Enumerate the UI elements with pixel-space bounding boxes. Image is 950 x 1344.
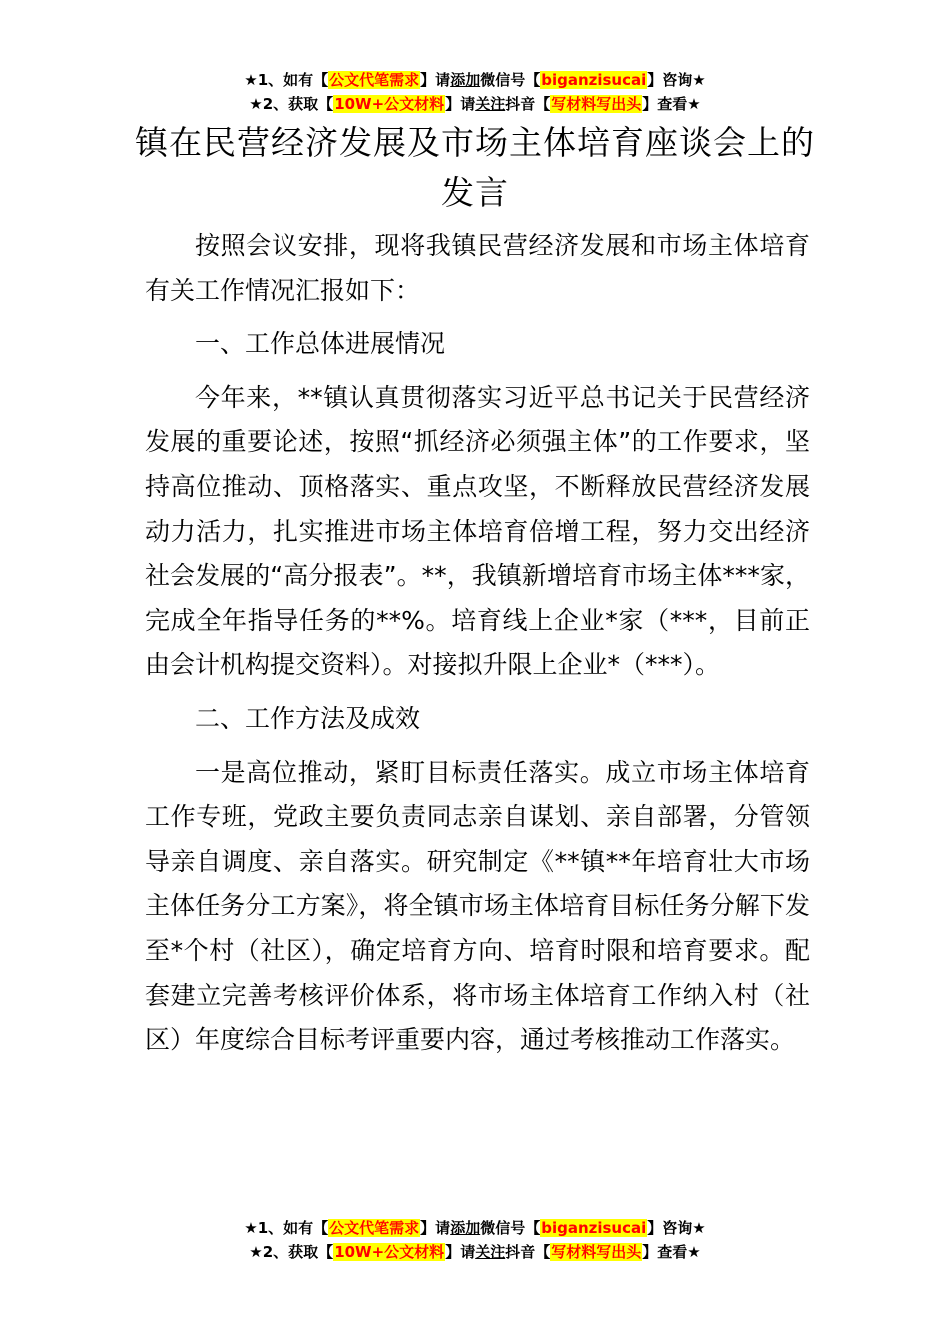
header-banner-line-2: [0, 92, 950, 116]
header-banner: [0, 68, 950, 116]
section-heading-2: 二、工作方法及成效: [195, 703, 421, 733]
body-paragraph: 一是高位推动，紧盯目标责任落实。成立市场主体培育工作专班，党政主要负责同志亲自谋划、亲自部署，分管领导亲自调度、亲自落实。研究制定《**镇**年培育壮大市场主体任务分工方案》，将全镇市场主体培育目标任务分解下发至*个村（社区），确定培育方向、培育时限和培育要求。配套建立完善考核评价体系，将市场主体培育工作纳入村（社区）年度综合目标考评重要内容，通过考核推动工作落实。: [145, 757, 810, 1055]
banner-text: 抖音【: [505, 1243, 551, 1261]
banner-text: 】请: [420, 1219, 451, 1237]
banner-text: 】请: [445, 1243, 476, 1261]
banner-text: 微信号【: [480, 71, 541, 89]
highlight-douyin-account: 写材料写出头: [551, 95, 642, 113]
banner-text: ★1、如有【: [244, 1219, 329, 1237]
banner-text: ★1、如有【: [244, 71, 329, 89]
document-title: 镇在民营经济发展及市场主体培育座谈会上的发言: [135, 123, 815, 212]
section-heading-1: 一、工作总体进展情况: [195, 329, 446, 359]
banner-text: 】请: [445, 95, 476, 113]
footer-banner: [0, 1216, 950, 1264]
banner-underline: 添加: [450, 1219, 481, 1237]
header-banner-line-1: [0, 68, 950, 92]
footer-banner-line-2: [0, 1240, 950, 1264]
highlight-service: 公文代笔需求: [329, 1219, 420, 1237]
banner-underline: 关注: [475, 1243, 506, 1261]
intro-paragraph: 按照会议安排，现将我镇民营经济发展和市场主体培育有关工作情况汇报如下：: [145, 231, 810, 305]
banner-underline: 关注: [475, 95, 506, 113]
banner-text: ★2、获取【: [249, 1243, 334, 1261]
banner-text: 】查看★: [642, 95, 701, 113]
banner-underline: 添加: [450, 71, 481, 89]
body-paragraph: 今年来，**镇认真贯彻落实习近平总书记关于民营经济发展的重要论述，按照“抓经济必须强主体”的工作要求，坚持高位推动、顶格落实、重点攻坚，不断释放民营经济发展动力活力，扎实推进市场主体培育倍增工程，努力交出经济社会发展的“高分报表”。**，我镇新增培育市场主体***家，完成全年指导任务的**%。培育线上企业*家（***，目前正由会计机构提交资料）。对接拟升限上企业*（***）。: [145, 382, 810, 680]
banner-text: 抖音【: [505, 95, 551, 113]
banner-text: 】咨询★: [647, 1219, 706, 1237]
highlight-douyin-account: 写材料写出头: [551, 1243, 642, 1261]
highlight-wechat-id: biganzisucai: [541, 71, 647, 89]
banner-text: 】查看★: [642, 1243, 701, 1261]
highlight-wechat-id: biganzisucai: [541, 1219, 647, 1237]
document-body: [145, 224, 810, 1072]
highlight-materials: 10W+公文材料: [334, 95, 445, 113]
footer-banner-line-1: [0, 1216, 950, 1240]
highlight-service: 公文代笔需求: [329, 71, 420, 89]
banner-text: ★2、获取【: [249, 95, 334, 113]
banner-text: 】咨询★: [647, 71, 706, 89]
highlight-materials: 10W+公文材料: [334, 1243, 445, 1261]
banner-text: 微信号【: [480, 1219, 541, 1237]
banner-text: 】请: [420, 71, 451, 89]
